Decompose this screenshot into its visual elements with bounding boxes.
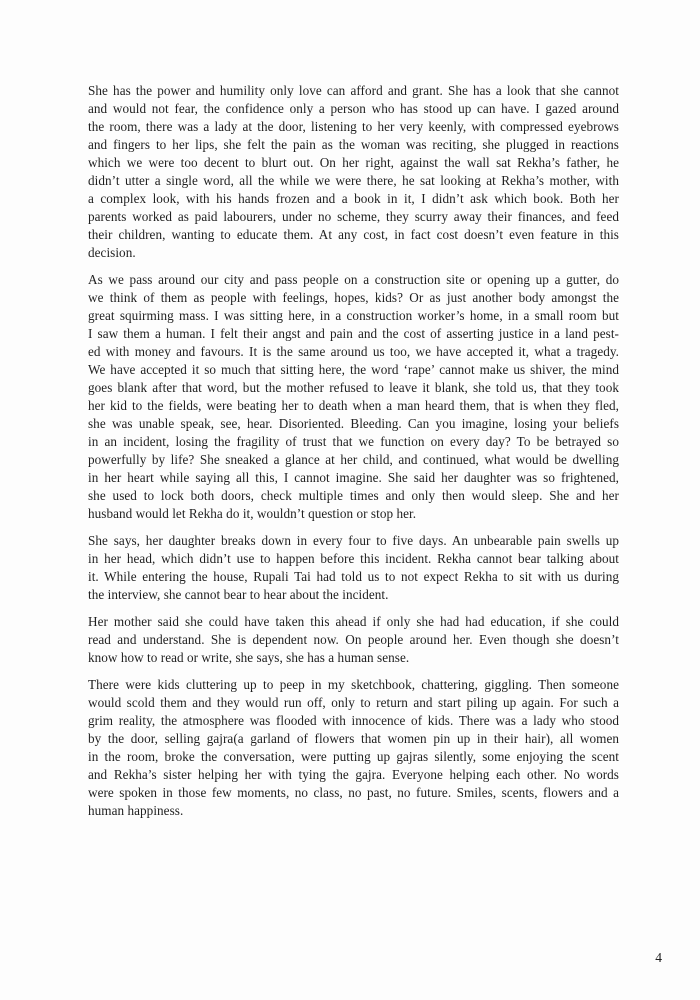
text-line: and Rekha’s sister helping her with tying the gajra. Everyone helping each other. No words [88, 767, 619, 782]
text-line: I saw them a human. I felt their angst and pain and the cost of asserting justice in a land pest- [88, 326, 619, 341]
text-line: in an incident, losing the fragility of trust that we function on every day? To be betrayed so [88, 434, 619, 449]
paragraph [88, 613, 619, 667]
text-line: We have accepted it so much that sitting here, the word ‘rape’ cannot make us shiver, the mind [88, 362, 619, 377]
text-line: and would not fear, the confidence only a person who has stood up can have. I gazed around [88, 101, 619, 116]
text-line: her kid to the fields, were beating her to death when a man heard them, that is when they fled, [88, 398, 619, 413]
text-line: which we were too decent to blurt out. On her right, against the wall sat Rekha’s father, he [88, 155, 619, 170]
text-line: she used to lock both doors, check multiple times and only then would sleep. She and her [88, 488, 619, 503]
text-line: read and understand. She is dependent now. On people around her. Even though she doesn’t [88, 632, 619, 647]
text-line: Her mother said she could have taken this ahead if only she had had education, if she could [88, 614, 619, 629]
text-line: grim reality, the atmosphere was flooded with innocence of kids. There was a lady who stood [88, 713, 619, 728]
text-line: the room, there was a lady at the door, listening to her very keenly, with compressed eyebrows [88, 119, 619, 134]
text-line: She says, her daughter breaks down in every four to five days. An unbearable pain swells up [88, 533, 619, 548]
text-line: the interview, she cannot bear to hear about the incident. [88, 587, 389, 602]
text-line: She has the power and humility only love can afford and grant. She has a look that she cannot [88, 83, 619, 98]
text-line: didn’t utter a single word, all the while we were there, he sat looking at Rekha’s mother, with [88, 173, 619, 188]
text-line: ed with money and favours. It is the same around us too, we have accepted it, what a tragedy. [88, 344, 619, 359]
text-line: and fingers to her lips, she felt the pain as the woman was reciting, she plugged in reactions [88, 137, 619, 152]
paragraph [88, 271, 619, 523]
text-line: would scold them and they would run off, only to return and start piling up again. For such a [88, 695, 619, 710]
text-line: were spoken in those few moments, no class, no past, no future. Smiles, scents, flowers and a [88, 785, 619, 800]
paragraph [88, 532, 619, 604]
text-line: powerfully by life? She sneaked a glance at her child, and continued, what would be dwelling [88, 452, 619, 467]
body-text [88, 82, 619, 829]
text-line: There were kids cluttering up to peep in my sketchbook, chattering, giggling. Then someone [88, 677, 619, 692]
text-line: decision. [88, 245, 136, 260]
paragraph [88, 676, 619, 820]
text-line: parents worked as paid labourers, under no scheme, they scurry away their finances, and feed [88, 209, 619, 224]
text-line: As we pass around our city and pass people on a construction site or opening up a gutter, do [88, 272, 619, 287]
text-line: great squirming mass. I was sitting here, in a construction worker’s home, in a small room but [88, 308, 619, 323]
text-line: goes blank after that word, but the mother refused to leave it blank, she told us, that they took [88, 380, 619, 395]
text-line: by the door, selling gajra(a garland of flowers that women pin up in their hair), all women [88, 731, 619, 746]
text-line: it. While entering the house, Rupali Tai had told us to not expect Rekha to sit with us during [88, 569, 619, 584]
text-line: husband would let Rekha do it, wouldn’t question or stop her. [88, 506, 417, 521]
text-line: we think of them as people with feelings, hopes, kids? Or as just another body amongst the [88, 290, 619, 305]
text-line: she was unable speak, see, hear. Disoriented. Bleeding. Can you imagine, losing your beliefs [88, 416, 619, 431]
text-line: in the room, broke the conversation, were putting up gajras silently, some enjoying the scent [88, 749, 619, 764]
text-line: their children, wanting to educate them. At any cost, in fact cost doesn’t even feature in this [88, 227, 619, 242]
text-line: in her head, which didn’t use to happen before this incident. Rekha cannot bear talking about [88, 551, 619, 566]
page-number: 4 [655, 950, 662, 965]
text-line: human happiness. [88, 803, 184, 818]
text-line: a complex look, with his hands frozen and a book in it, I didn’t ask which book. Both her [88, 191, 619, 206]
paragraph [88, 82, 619, 262]
text-line: in her heart while saying all this, I cannot imagine. She said her daughter was so frightened, [88, 470, 619, 485]
text-line: know how to read or write, she says, she has a human sense. [88, 650, 410, 665]
